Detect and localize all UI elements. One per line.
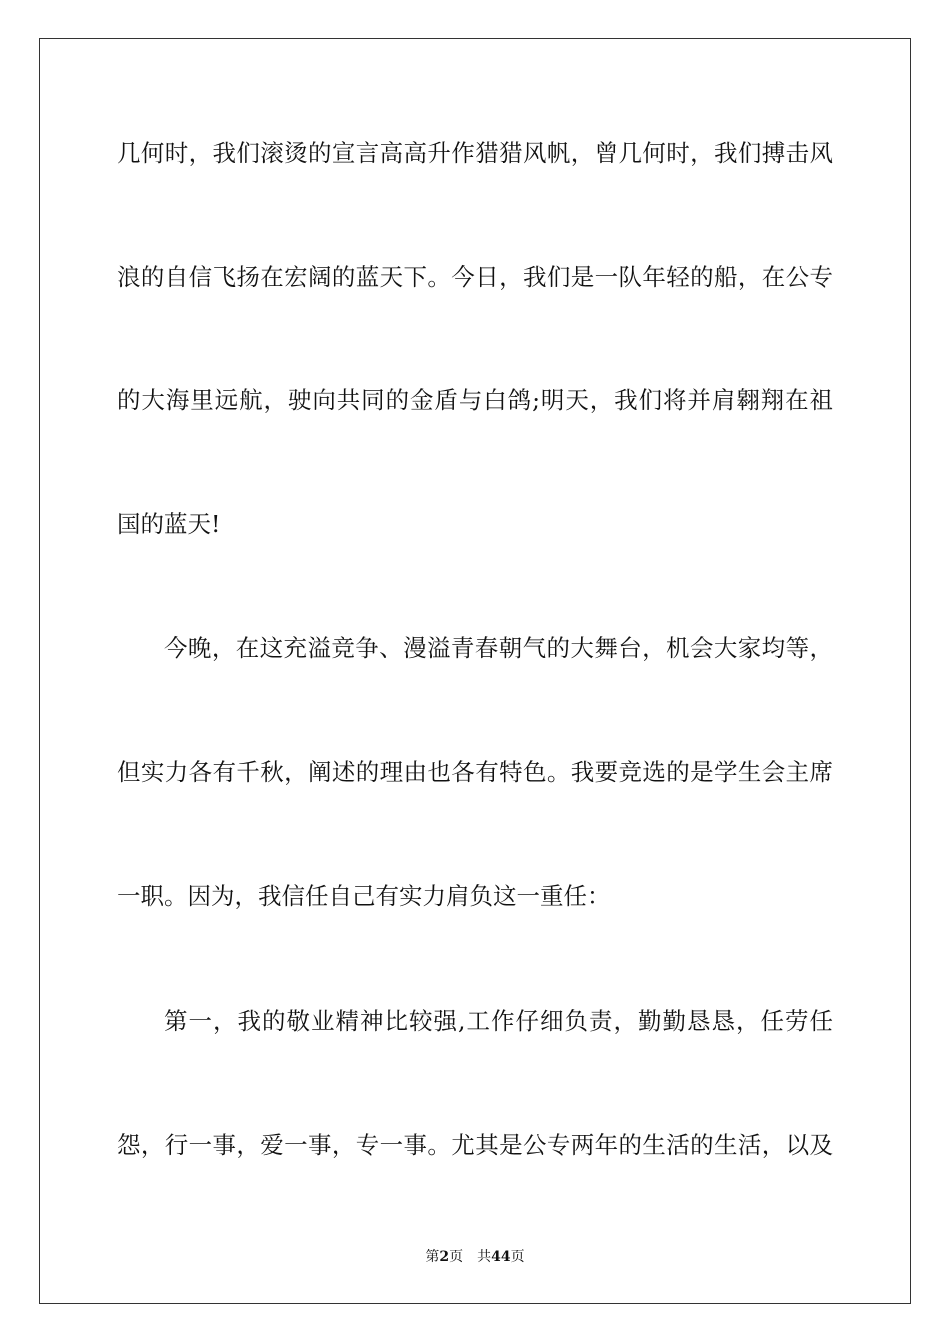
footer-page-prefix: 第 bbox=[425, 1249, 440, 1265]
body-text-line-3: 的大海里远航，驶向共同的金盾与白鸽;明天，我们将并肩翱翔在祖 bbox=[117, 386, 833, 414]
body-text-line-1: 几何时，我们滚烫的宣言高高升作猎猎风帆，曾几何时，我们搏击风 bbox=[117, 139, 833, 167]
body-text-line-6: 但实力各有千秋，阐述的理由也各有特色。我要竞选的是学生会主席 bbox=[117, 758, 833, 786]
footer-page-number: 2 bbox=[439, 1249, 450, 1265]
footer-total-pages: 44 bbox=[491, 1249, 511, 1265]
body-text-line-2: 浪的自信飞扬在宏阔的蓝天下。今日，我们是一队年轻的船，在公专 bbox=[117, 263, 833, 291]
footer-page-suffix: 页 bbox=[449, 1249, 464, 1265]
body-text-line-4: 国的蓝天! bbox=[117, 510, 221, 538]
page-border bbox=[39, 38, 911, 1304]
footer-total-suffix: 页 bbox=[510, 1249, 525, 1265]
footer-total-prefix: 共 bbox=[477, 1249, 492, 1265]
body-text-line-5: 今晚，在这充溢竞争、漫溢青春朝气的大舞台，机会大家均等， bbox=[164, 634, 833, 662]
body-text-line-8: 第一，我的敬业精神比较强,工作仔细负责，勤勤恳恳，任劳任 bbox=[164, 1007, 833, 1035]
page-footer bbox=[0, 1246, 950, 1266]
body-text-line-9: 怨，行一事，爱一事，专一事。尤其是公专两年的生活的生活，以及 bbox=[117, 1131, 833, 1159]
body-text-line-7: 一职。因为，我信任自己有实力肩负这一重任： bbox=[117, 882, 611, 910]
